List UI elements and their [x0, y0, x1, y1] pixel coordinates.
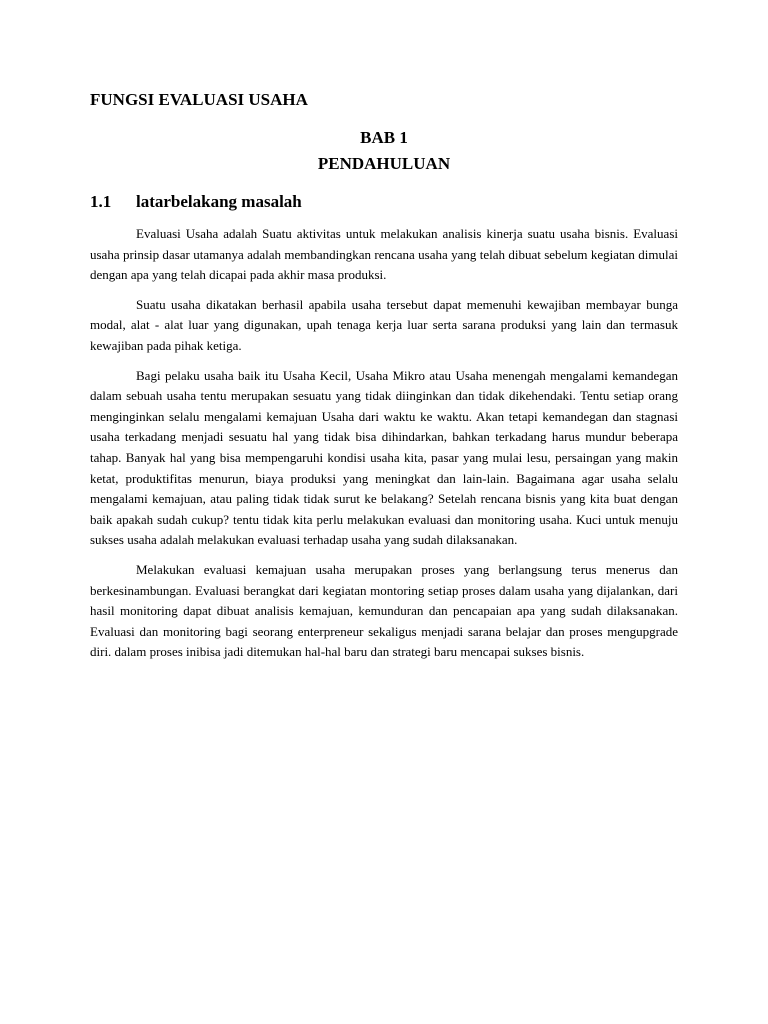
section-number: 1.1 — [90, 192, 112, 211]
chapter-number: BAB 1 — [360, 128, 408, 147]
document-title: FUNGSI EVALUASI USAHA — [90, 90, 308, 109]
section-title: latarbelakang masalah — [136, 192, 302, 211]
paragraph-3: Bagi pelaku usaha baik itu Usaha Kecil, Usaha Mikro atau Usaha menengah mengalami kemandegan dalam sebuah usaha tentu merupakan sesuatu yang tidak diinginkan dan tidak dikehendaki. Tentu setiap orang menginginkan selalu mengalami kemajuan Usaha dari waktu ke waktu. Akan tetapi kemandegan dan stagnasi usaha terkadang menjadi sesuatu hal yang tidak bisa dihindarkan, bahkan terkadang harus mundur beberapa tahap. Banyak hal yang bisa mempengaruhi kondisi usaha kita, pasar yang mulai lesu, persaingan yang makin ketat, produktifitas menurun, biaya produksi yang meningkat dan lain-lain. Bagaimana agar usaha selalu mengalami kemajuan, atau paling tidak tidak surut ke belakang? Setelah rencana bisnis yang kita buat dengan baik apakah sudah cukup? tentu tidak kita perlu melakukan evaluasi dan monitoring usaha. Kuci untuk menuju sukses usaha adalah melakukan evaluasi terhadap usaha yang sudah dilaksanakan. — [90, 367, 678, 548]
chapter-name: PENDAHULUAN — [317, 154, 451, 173]
paragraph-2: Suatu usaha dikatakan berhasil apabila usaha tersebut dapat memenuhi kewajiban membayar bunga modal, alat - alat luar yang digunakan, upah tenaga kerja luar serta sarana produksi yang lain dan termasuk kewajiban pada pihak ketiga. — [90, 296, 678, 353]
section-heading — [90, 190, 678, 214]
paragraph-1: Evaluasi Usaha adalah Suatu aktivitas untuk melakukan analisis kinerja suatu usaha bisnis. Evaluasi usaha prinsip dasar utamanya adalah membandingkan rencana usaha yang telah dibuat sebelum kegiatan dimulai dengan apa yang telah dicapai pada akhir masa produksi. — [90, 226, 678, 283]
document-page — [90, 88, 678, 672]
paragraph-4: Melakukan evaluasi kemajuan usaha merupakan proses yang berlangsung terus menerus dan berkesinambungan. Evaluasi berangkat dari kegiatan montoring setiap proses dalam usaha yang dijalankan, dari hasil monitoring dapat dibuat analisis kemajuan, kemunduran dan pencapaian apa yang sudah dilaksanakan. Evaluasi dan monitoring bagi seorang enterpreneur sekaligus menjadi sarana belajar dan proses mengupgrade diri. dalam proses inibisa jadi ditemukan hal-hal baru dan strategi baru mencapai sukses bisnis. — [90, 561, 678, 660]
